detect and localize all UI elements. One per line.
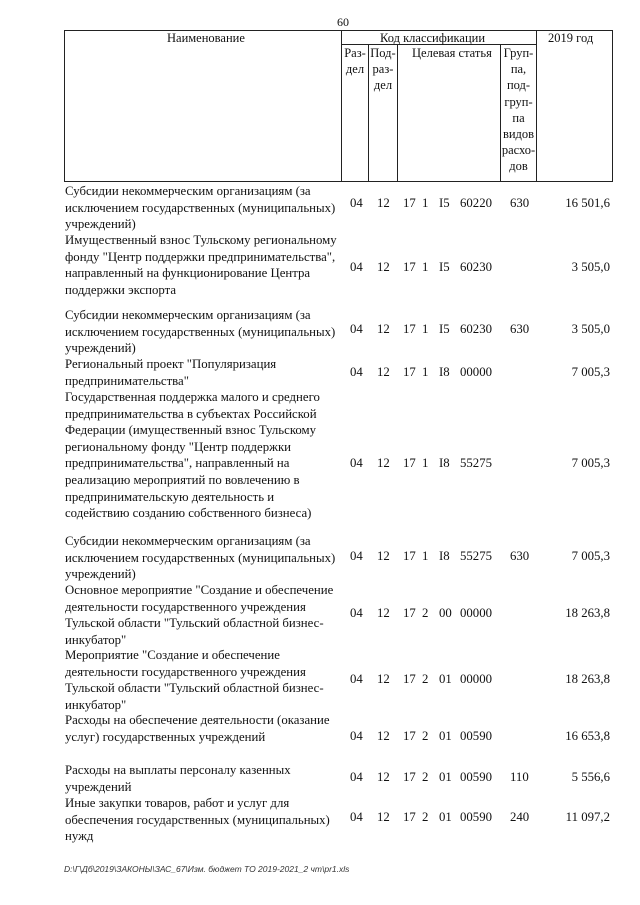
row-podrazdel: 12 xyxy=(377,365,390,379)
row-razdel: 04 xyxy=(350,770,363,784)
row-group: 240 xyxy=(510,810,530,824)
header-target: Целевая статья xyxy=(412,46,492,60)
row-target-3: I5 xyxy=(439,196,450,210)
row-target-1: 17 xyxy=(403,672,416,686)
row-target-3: I8 xyxy=(439,549,450,563)
header-podrazdel-line: дел xyxy=(373,78,393,93)
header-group-line: дов xyxy=(509,159,528,174)
row-name: Иные закупки товаров, работ и услуг для обеспечения государственных (муниципальных) нужд xyxy=(65,796,330,844)
row-sum: 7 005,3 xyxy=(571,456,610,470)
row-target-3: I5 xyxy=(439,260,450,274)
row-target-3: 00 xyxy=(439,606,452,620)
header-divider xyxy=(536,30,537,181)
row-target-2: 2 xyxy=(422,770,429,784)
row-sum: 3 505,0 xyxy=(571,260,610,274)
row-razdel: 04 xyxy=(350,549,363,563)
row-target-3: I5 xyxy=(439,322,450,336)
row-razdel: 04 xyxy=(350,810,363,824)
header-group-line: груп- xyxy=(504,94,533,109)
row-name: Мероприятие "Создание и обеспечение деятельности государственного учреждения Тульской области "Тульский областной бизнес-инкубатор" xyxy=(65,648,324,712)
row-target-3: I8 xyxy=(439,456,450,470)
header-classification: Код классификации xyxy=(380,31,486,45)
row-target-2: 1 xyxy=(422,196,429,210)
row-sum: 11 097,2 xyxy=(565,810,610,824)
row-sum: 5 556,6 xyxy=(571,770,610,784)
row-name: Субсидии некоммерческим организациям (за исключением государственных (муниципальных) учреждений) xyxy=(65,184,336,232)
row-name: Субсидии некоммерческим организациям (за исключением государственных (муниципальных) учреждений) xyxy=(65,534,336,582)
row-razdel: 04 xyxy=(350,322,363,336)
row-target-1: 17 xyxy=(403,322,416,336)
row-target-4: 00590 xyxy=(460,810,492,824)
row-name: Расходы на выплаты персоналу казенных учреждений xyxy=(65,763,291,794)
header-podrazdel xyxy=(369,45,397,94)
row-target-2: 2 xyxy=(422,729,429,743)
row-group: 110 xyxy=(510,770,529,784)
row-target-2: 1 xyxy=(422,456,429,470)
row-razdel: 04 xyxy=(350,456,363,470)
row-name: Государственная поддержка малого и среднего предпринимательства в субъектах Российской Федерации (имущественный взнос Тульскому региональному фонду "Центр поддержки предпринимательства", направленный на реализацию мероприятий по вовлечению в предпринимательскую деятельность и содействию созданию собственного бизнеса) xyxy=(65,390,320,521)
row-target-2: 2 xyxy=(422,810,429,824)
row-target-2: 2 xyxy=(422,606,429,620)
row-target-3: 01 xyxy=(439,729,452,743)
row-target-1: 17 xyxy=(403,606,416,620)
row-sum: 16 653,8 xyxy=(565,729,610,743)
page-number: 60 xyxy=(337,15,349,29)
row-target-2: 1 xyxy=(422,322,429,336)
header-podrazdel-line: Под- xyxy=(370,46,396,60)
row-name: Субсидии некоммерческим организациям (за исключением государственных (муниципальных) учреждений) xyxy=(65,308,336,356)
row-target-2: 1 xyxy=(422,365,429,379)
file-path-footer: D:\Г\Дб\2019\ЗАКОНЫ\ЗАС_67\Изм. бюджет ТО 2019-2021_2 чт\pr1.xls xyxy=(64,864,350,874)
row-target-1: 17 xyxy=(403,729,416,743)
header-razdel xyxy=(342,45,368,77)
row-target-4: 55275 xyxy=(460,456,492,470)
row-razdel: 04 xyxy=(350,606,363,620)
row-podrazdel: 12 xyxy=(377,456,390,470)
row-podrazdel: 12 xyxy=(377,810,390,824)
row-target-1: 17 xyxy=(403,365,416,379)
header-right-border xyxy=(612,30,613,181)
header-group xyxy=(501,45,536,175)
row-sum: 18 263,8 xyxy=(565,606,610,620)
header-name: Наименование xyxy=(167,31,245,45)
row-target-4: 00590 xyxy=(460,770,492,784)
row-group: 630 xyxy=(510,549,530,563)
row-razdel: 04 xyxy=(350,196,363,210)
row-target-2: 1 xyxy=(422,260,429,274)
header-razdel-line: Раз- xyxy=(344,46,366,60)
row-sum: 18 263,8 xyxy=(565,672,610,686)
row-target-3: 01 xyxy=(439,810,452,824)
row-razdel: 04 xyxy=(350,729,363,743)
header-group-line: под- xyxy=(506,78,531,93)
header-group-line: расхо- xyxy=(501,143,536,158)
header-group-line: па xyxy=(512,110,525,125)
row-target-4: 00000 xyxy=(460,365,492,379)
row-target-1: 17 xyxy=(403,770,416,784)
row-target-1: 17 xyxy=(403,549,416,563)
row-podrazdel: 12 xyxy=(377,606,390,620)
row-sum: 7 005,3 xyxy=(571,365,610,379)
header-group-line: Груп- xyxy=(503,46,534,60)
row-razdel: 04 xyxy=(350,365,363,379)
header-top-border xyxy=(64,30,613,31)
row-target-1: 17 xyxy=(403,810,416,824)
header-divider xyxy=(397,44,398,181)
row-podrazdel: 12 xyxy=(377,322,390,336)
row-razdel: 04 xyxy=(350,672,363,686)
row-podrazdel: 12 xyxy=(377,260,390,274)
row-target-3: 01 xyxy=(439,672,452,686)
row-podrazdel: 12 xyxy=(377,196,390,210)
header-razdel-line: дел xyxy=(345,62,365,77)
row-target-3: 01 xyxy=(439,770,452,784)
row-target-4: 60230 xyxy=(460,260,492,274)
header-year: 2019 год xyxy=(548,31,594,45)
row-name: Региональный проект "Популяризация предпринимательства" xyxy=(65,357,277,388)
row-target-3: I8 xyxy=(439,365,450,379)
header-podrazdel-line: раз- xyxy=(372,62,394,77)
row-podrazdel: 12 xyxy=(377,770,390,784)
row-name: Расходы на обеспечение деятельности (оказание услуг) государственных учреждений xyxy=(65,713,330,744)
row-target-2: 2 xyxy=(422,672,429,686)
row-group: 630 xyxy=(510,322,530,336)
row-sum: 16 501,6 xyxy=(565,196,610,210)
row-target-1: 17 xyxy=(403,456,416,470)
header-group-line: видов xyxy=(502,127,535,142)
row-group: 630 xyxy=(510,196,530,210)
row-razdel: 04 xyxy=(350,260,363,274)
header-left-border xyxy=(64,30,65,181)
row-target-4: 60220 xyxy=(460,196,492,210)
row-sum: 7 005,3 xyxy=(571,549,610,563)
row-sum: 3 505,0 xyxy=(571,322,610,336)
row-target-4: 00590 xyxy=(460,729,492,743)
row-target-1: 17 xyxy=(403,260,416,274)
row-target-4: 00000 xyxy=(460,606,492,620)
row-target-2: 1 xyxy=(422,549,429,563)
row-target-4: 00000 xyxy=(460,672,492,686)
row-podrazdel: 12 xyxy=(377,549,390,563)
row-target-4: 60230 xyxy=(460,322,492,336)
row-name: Имущественный взнос Тульскому региональному фонду "Центр поддержки предпринимательства", направленный на функционирование Центра поддержки экспорта xyxy=(65,233,337,297)
header-bottom-border xyxy=(64,181,613,182)
row-name: Основное мероприятие "Создание и обеспечение деятельности государственного учреждения Тульской области "Тульский областной бизнес-инкубатор" xyxy=(65,583,334,647)
row-podrazdel: 12 xyxy=(377,729,390,743)
header-group-line: па, xyxy=(510,62,527,77)
row-target-1: 17 xyxy=(403,196,416,210)
row-podrazdel: 12 xyxy=(377,672,390,686)
row-target-4: 55275 xyxy=(460,549,492,563)
